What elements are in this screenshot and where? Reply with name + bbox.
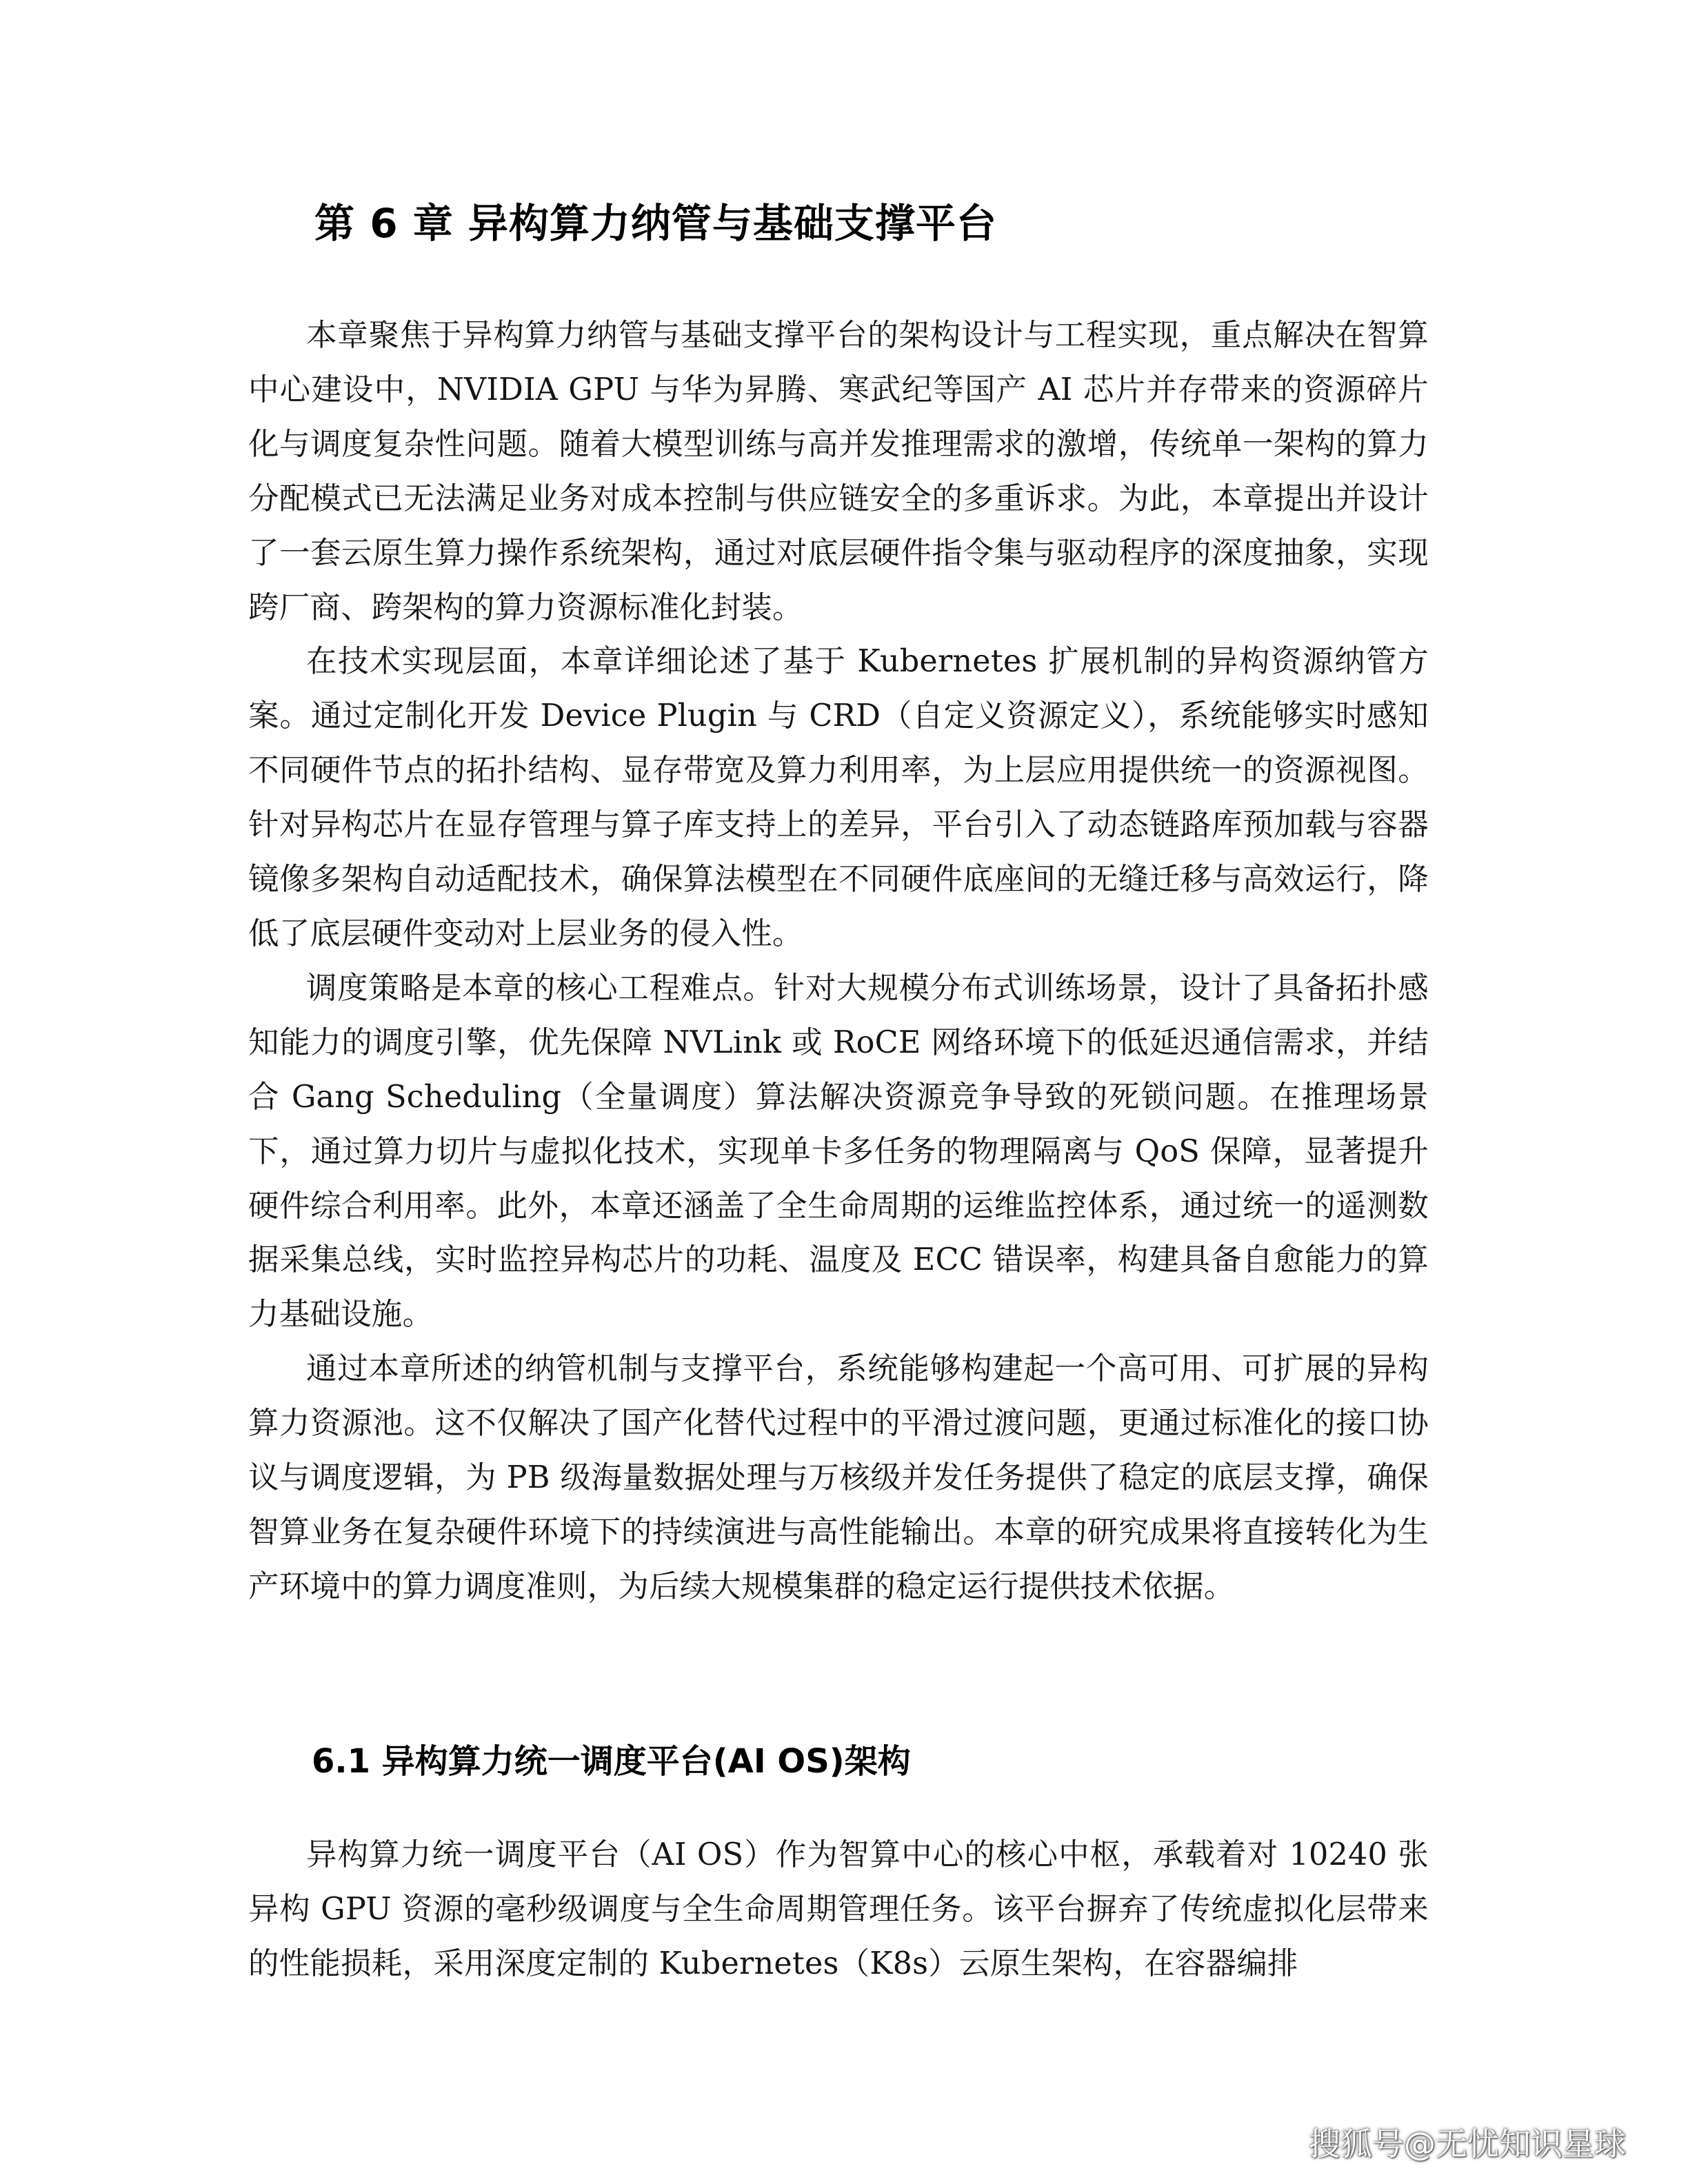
section-title: 6.1 异构算力统一调度平台(AI OS)架构: [312, 1742, 911, 1781]
section-body: [248, 1828, 1429, 1992]
section-paragraph-1: 异构算力统一调度平台（AI OS）作为智算中心的核心中枢，承载着对 10240 张异构 GPU 资源的毫秒级调度与全生命周期管理任务。该平台摒弃了传统虚拟化层带来的性能损耗，采用深度定制的 Kubernetes（K8s）云原生架构，在容器编排: [248, 1837, 1429, 1981]
intro-paragraph-3: 调度策略是本章的核心工程难点。针对大规模分布式训练场景，设计了具备拓扑感知能力的调度引擎，优先保障 NVLink 或 RoCE 网络环境下的低延迟通信需求，并结合 Gang Scheduling（全量调度）算法解决资源竞争导致的死锁问题。在推理场景下，通过算力切片与虚拟化技术，实现单卡多任务的物理隔离与 QoS 保障，显著提升硬件综合利用率。此外，本章还涵盖了全生命周期的运维监控体系，通过统一的遥测数据采集总线，实时监控异构芯片的功耗、温度及 ECC 错误率，构建具备自愈能力的算力基础设施。: [248, 970, 1429, 1333]
watermark: 搜狐号@无忧知识星球: [1309, 2125, 1626, 2163]
intro-paragraph-4: 通过本章所述的纳管机制与支撑平台，系统能够构建起一个高可用、可扩展的异构算力资源池。这不仅解决了国产化替代过程中的平滑过渡问题，更通过标准化的接口协议与调度逻辑，为 PB 级海量数据处理与万核级并发任务提供了稳定的底层支撑，确保智算业务在复杂硬件环境下的持续演进与高性能输出。本章的研究成果将直接转化为生产环境中的算力调度准则，为后续大规模集群的稳定运行提供技术依据。: [248, 1351, 1429, 1604]
intro-paragraph-1: 本章聚焦于异构算力纳管与基础支撑平台的架构设计与工程实现，重点解决在智算中心建设中，NVIDIA GPU 与华为昇腾、寒武纪等国产 AI 芯片并存带来的资源碎片化与调度复杂性问题。随着大模型训练与高并发推理需求的激增，传统单一架构的算力分配模式已无法满足业务对成本控制与供应链安全的多重诉求。为此，本章提出并设计了一套云原生算力操作系统架构，通过对底层硬件指令集与驱动程序的深度抽象，实现跨厂商、跨架构的算力资源标准化封装。: [248, 318, 1429, 625]
chapter-intro-body: [248, 309, 1429, 1615]
intro-paragraph-2: 在技术实现层面，本章详细论述了基于 Kubernetes 扩展机制的异构资源纳管方案。通过定制化开发 Device Plugin 与 CRD（自定义资源定义），系统能够实时感知不同硬件节点的拓扑结构、显存带宽及算力利用率，为上层应用提供统一的资源视图。针对异构芯片在显存管理与算子库支持上的差异，平台引入了动态链路库预加载与容器镜像多架构自动适配技术，确保算法模型在不同硬件底座间的无缝迁移与高效运行，降低了底层硬件变动对上层业务的侵入性。: [248, 644, 1429, 951]
chapter-title: 第 6 章 异构算力纳管与基础支撑平台: [314, 200, 997, 247]
